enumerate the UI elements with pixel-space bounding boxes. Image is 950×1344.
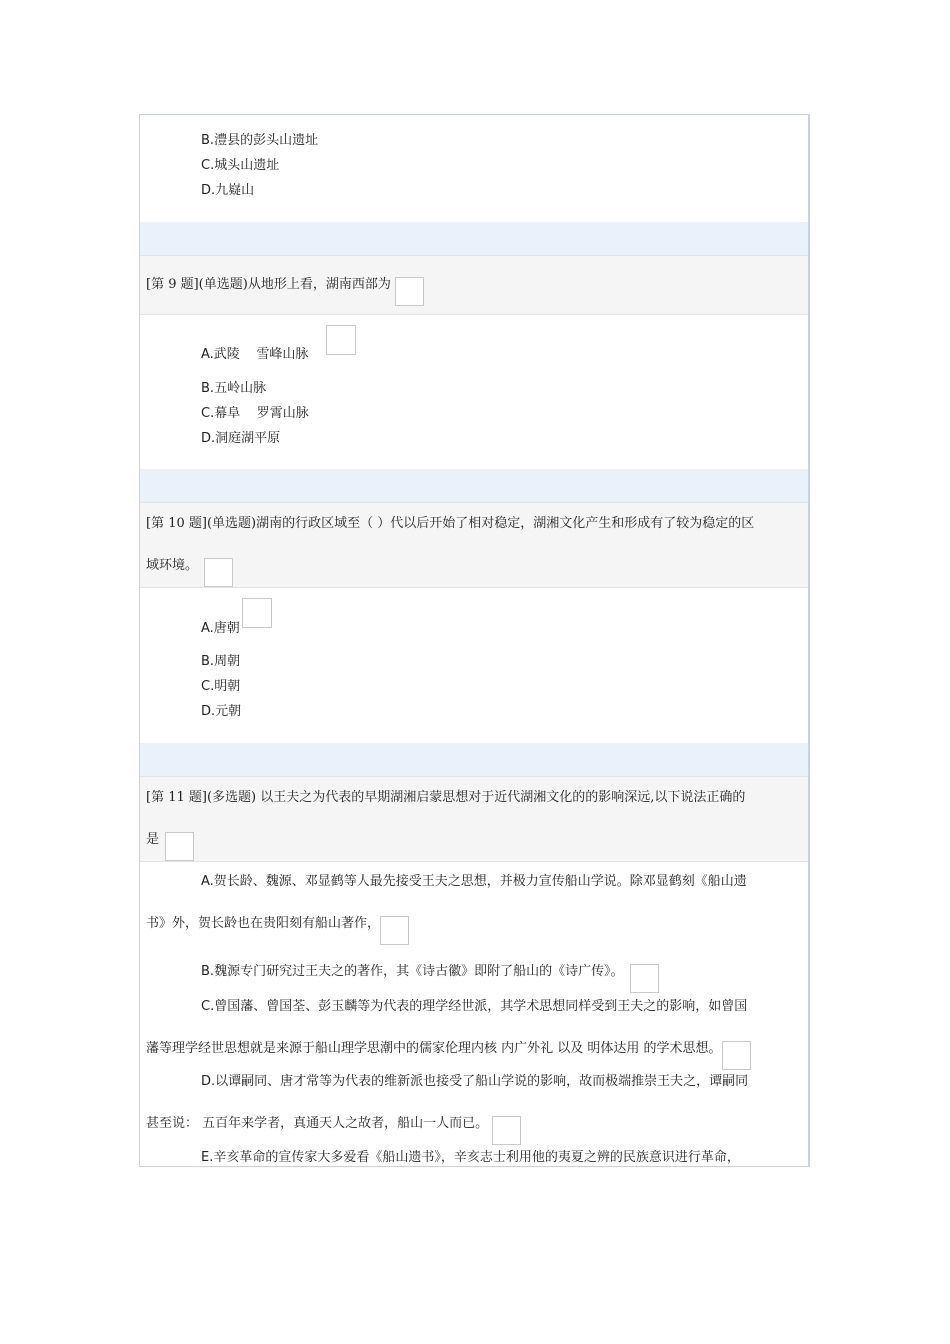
option-q9-c[interactable]: C.幕阜 罗霄山脉 bbox=[201, 406, 309, 421]
option-q10-b[interactable]: B.周朝 bbox=[201, 654, 241, 669]
answer-image-placeholder bbox=[380, 916, 409, 945]
answer-image-placeholder bbox=[242, 598, 272, 628]
option-q8-d[interactable]: D.九嶷山 bbox=[201, 183, 255, 198]
question-separator bbox=[140, 743, 808, 776]
option-q8-c[interactable]: C.城头山遗址 bbox=[201, 158, 280, 173]
question-header-q9 bbox=[140, 255, 808, 315]
option-q9-b[interactable]: B.五岭山脉 bbox=[201, 381, 267, 396]
question-header-q11 bbox=[140, 776, 808, 862]
option-q10-d[interactable]: D.元朝 bbox=[201, 704, 242, 719]
option-q10-c[interactable]: C.明朝 bbox=[201, 679, 241, 694]
option-q8-b[interactable]: B.澧县的彭头山遗址 bbox=[201, 133, 319, 148]
question-text-q11: [第 11 题](多选题) 以王夫之为代表的早期湖湘启蒙思想对于近代湖湘文化的的影响深远,以下说法正确的 是 bbox=[146, 777, 806, 861]
option-q11-a[interactable]: A.贺长龄、魏源、邓显鹤等人最先接受王夫之思想，并极力宣传船山学说。除邓显鹤刻《船山遗 书》外，贺长龄也在贵阳刻有船山著作， bbox=[146, 861, 806, 945]
answer-image-placeholder bbox=[395, 277, 424, 306]
option-q11-b[interactable]: B.魏源专门研究过王夫之的著作，其《诗古徽》即附了船山的《诗广传》。 bbox=[146, 951, 806, 993]
question-text-q9: [第 9 题](单选题)从地形上看，湖南西部为 bbox=[146, 264, 806, 306]
quiz-panel bbox=[139, 114, 810, 1167]
question-text-q10: [第 10 题](单选题)湖南的行政区域至（ ）代以后开始了相对稳定，湖湘文化产生和形成有了较为稳定的区 域环境。 bbox=[146, 503, 806, 587]
question-header-q10 bbox=[140, 502, 808, 588]
option-q11-d[interactable]: D.以谭嗣同、唐才常等为代表的维新派也接受了船山学说的影响，故而极端推崇王夫之，谭嗣同 甚至说： 五百年来学者，真通天人之故者，船山一人而已。 bbox=[146, 1061, 806, 1145]
answer-image-placeholder bbox=[165, 832, 194, 861]
option-q11-c[interactable]: C.曾国藩、曾国荃、彭玉麟等为代表的理学经世派，其学术思想同样受到王夫之的影响，如曾国 藩等理学经世思想就是来源于船山理学思潮中的儒家伦理内核 内广外礼 以及 明体达用 的学术思想。 bbox=[146, 986, 806, 1070]
option-q9-a[interactable]: A.武陵 雪峰山脉 bbox=[201, 347, 309, 362]
question-separator bbox=[140, 469, 808, 502]
answer-image-placeholder bbox=[326, 325, 356, 355]
question-separator bbox=[140, 222, 808, 255]
option-q10-a[interactable]: A.唐朝 bbox=[201, 621, 240, 636]
answer-image-placeholder bbox=[204, 558, 233, 587]
option-q11-e[interactable]: E.辛亥革命的宣传家大多爱看《船山遗书》，辛亥志士利用他的夷夏之辨的民族意识进行革命， bbox=[201, 1150, 740, 1165]
option-q9-d[interactable]: D.洞庭湖平原 bbox=[201, 431, 281, 446]
